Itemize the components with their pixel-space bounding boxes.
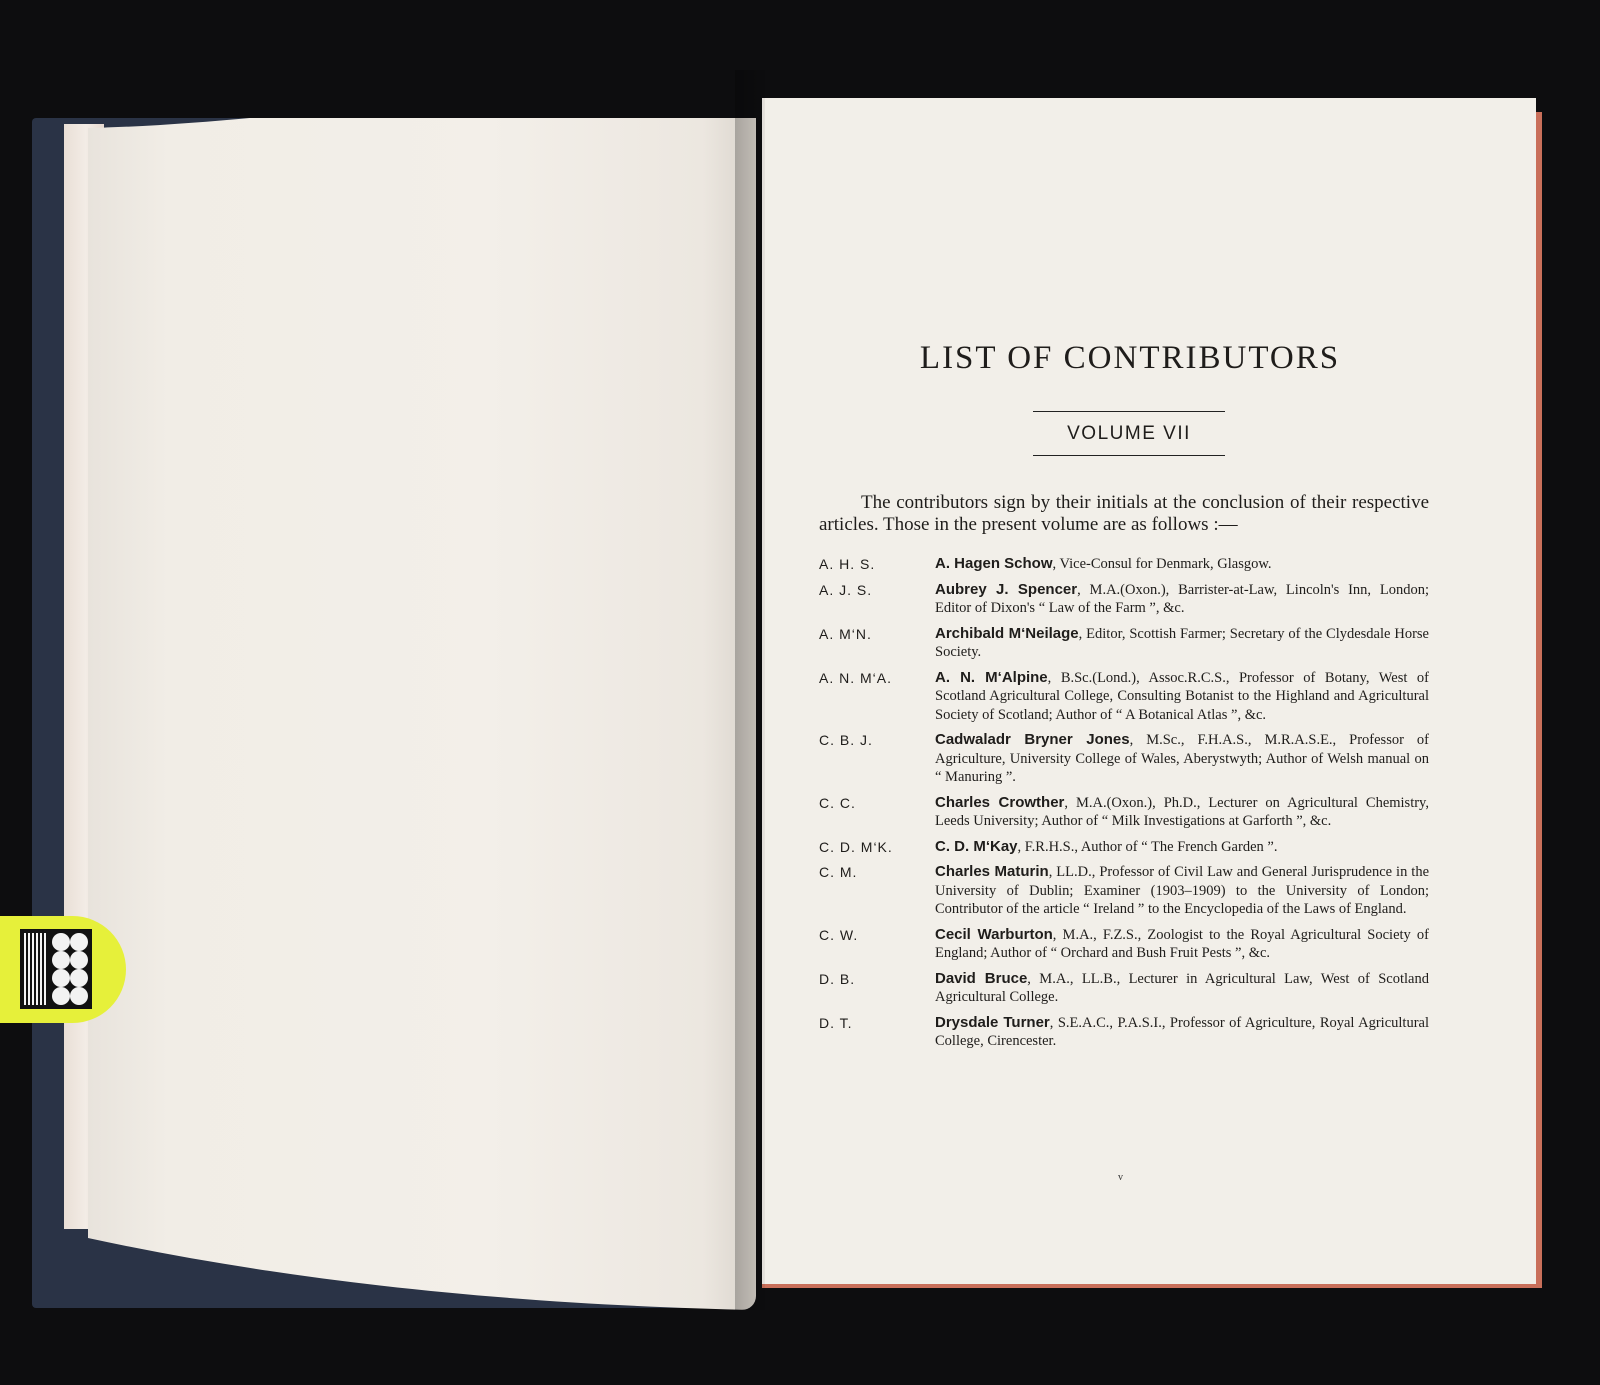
contributor-name: Cecil Warburton — [935, 925, 1053, 943]
contributor-initials: A. N. M‘A. — [819, 669, 893, 686]
contributor-description — [935, 731, 1429, 787]
contributor-initials: D. B. — [819, 970, 856, 987]
contributor-name: David Bruce — [935, 969, 1028, 987]
blank-left-page — [88, 118, 756, 1310]
contributor-initials: A. J. S. — [819, 581, 873, 598]
contributor-description — [935, 838, 1429, 857]
contributor-initials: C. B. J. — [819, 732, 873, 748]
contributor-name: A. Hagen Schow — [935, 555, 1053, 572]
contributor-details: , M.A.(Oxon.), Ph.D., Lecturer on Agricultural Chemistry, Leeds University; Author of “ Milk Investigations at Garforth ”, &c. — [935, 794, 1429, 829]
bookmark-dot — [52, 933, 70, 951]
contributor-details: , Editor, Scottish Farmer; Secretary of the Clydesdale Horse Society. — [935, 625, 1429, 660]
contributor-entry — [819, 669, 1429, 725]
contributor-entry — [819, 581, 1429, 618]
contributor-details: , M.A., F.Z.S., Zoologist to the Royal Agricultural Society of England; Author of “ Orchard and Bush Fruit Pests ”, &c. — [935, 926, 1429, 961]
volume-heading — [819, 411, 1429, 456]
contributor-details: , F.R.H.S., Author of “ The French Garden ”. — [1017, 838, 1278, 855]
contributor-details: , M.A.(Oxon.), Barrister-at-Law, Lincoln's Inn, London; Editor of Dixon's “ Law of the Farm ”, &c. — [935, 581, 1430, 616]
contributor-name: Archibald M‘Neilage — [935, 624, 1079, 642]
contributor-initials: C. D. M‘K. — [819, 838, 893, 855]
contributor-entry — [819, 555, 1429, 574]
contributor-details: , LL.D., Professor of Civil Law and General Jurisprudence in the University of Dublin; Examiner (1903–1909) to the University of London; Contributor of the article “ Ireland ” to the Encyclopedia of the Laws of England. — [935, 864, 1429, 917]
contributor-initials: C. C. — [819, 794, 856, 811]
contributor-name: C. D. M‘Kay — [935, 837, 1018, 855]
contributor-description — [935, 863, 1429, 919]
contributor-initials: C. W. — [819, 926, 859, 943]
page-number: v — [1118, 1172, 1123, 1183]
contributor-name: Charles Crowther — [935, 793, 1065, 811]
contributor-details: , Vice-Consul for Denmark, Glasgow. — [1052, 556, 1272, 572]
volume-label: VOLUME VII — [1067, 423, 1191, 444]
contributor-description — [935, 1014, 1429, 1051]
contributor-entry — [819, 838, 1429, 857]
bookmark-stripes — [24, 933, 48, 1005]
bookmark-dot — [70, 933, 88, 951]
bookmark-dot — [52, 987, 70, 1005]
page-content — [819, 340, 1429, 1058]
contributor-description — [935, 794, 1429, 831]
contributor-description — [935, 669, 1429, 725]
contributor-entry — [819, 863, 1429, 919]
contributor-name: Aubrey J. Spencer — [935, 580, 1078, 598]
contributor-description — [935, 625, 1429, 662]
contributor-description — [935, 970, 1429, 1007]
contributor-initials: C. M. — [819, 864, 858, 880]
spine-shadow — [735, 70, 765, 1310]
contributor-description — [935, 926, 1429, 963]
contributor-name: Drysdale Turner — [935, 1013, 1050, 1031]
contributor-entry — [819, 1014, 1429, 1051]
contributor-name: Charles Maturin — [935, 863, 1049, 880]
contributor-entry — [819, 926, 1429, 963]
contributor-name: A. N. M‘Alpine — [935, 668, 1048, 686]
contributor-initials: A. H. S. — [819, 556, 876, 572]
contributor-list — [819, 555, 1429, 1051]
contributor-entry — [819, 794, 1429, 831]
contributor-name: Cadwaladr Bryner Jones — [935, 731, 1130, 748]
bookmark-dot — [52, 951, 70, 969]
bookmark-dot — [70, 987, 88, 1005]
contributor-details: , B.Sc.(Lond.), Assoc.R.C.S., Professor of Botany, West of Scotland Agricultural College, Consulting Botanist to the Highland and Agricultural Society of Scotland; Author of “ A Botanical Atlas ”, &c. — [935, 669, 1429, 723]
contributor-entry — [819, 625, 1429, 662]
bookmark-dot — [70, 969, 88, 987]
bookmark-dot — [52, 969, 70, 987]
contributor-description — [935, 555, 1429, 574]
contributor-entry — [819, 731, 1429, 787]
page-title: LIST OF CONTRIBUTORS — [919, 340, 1341, 376]
bottom-rule — [1033, 455, 1225, 456]
contributor-entry — [819, 970, 1429, 1007]
intro-paragraph: The contributors sign by their initials at the conclusion of their respective articles. Those in the present volume are as follows :— — [819, 492, 1429, 535]
contributor-initials: D. T. — [819, 1014, 853, 1031]
contributor-description — [935, 581, 1429, 618]
contributor-details: , S.E.A.C., P.A.S.I., Professor of Agriculture, Royal Agricultural College, Cirencester. — [935, 1014, 1429, 1049]
bookmark-dot — [70, 951, 88, 969]
contributor-details: , M.A., LL.B., Lecturer in Agricultural Law, West of Scotland Agricultural College. — [935, 970, 1429, 1005]
contributor-initials: A. M‘N. — [819, 625, 872, 642]
contributor-details: , M.Sc., F.H.A.S., M.R.A.S.E., Professor of Agriculture, University College of Wales, Aberystwyth; Author of Welsh manual on “ Manuring ”. — [935, 732, 1429, 785]
